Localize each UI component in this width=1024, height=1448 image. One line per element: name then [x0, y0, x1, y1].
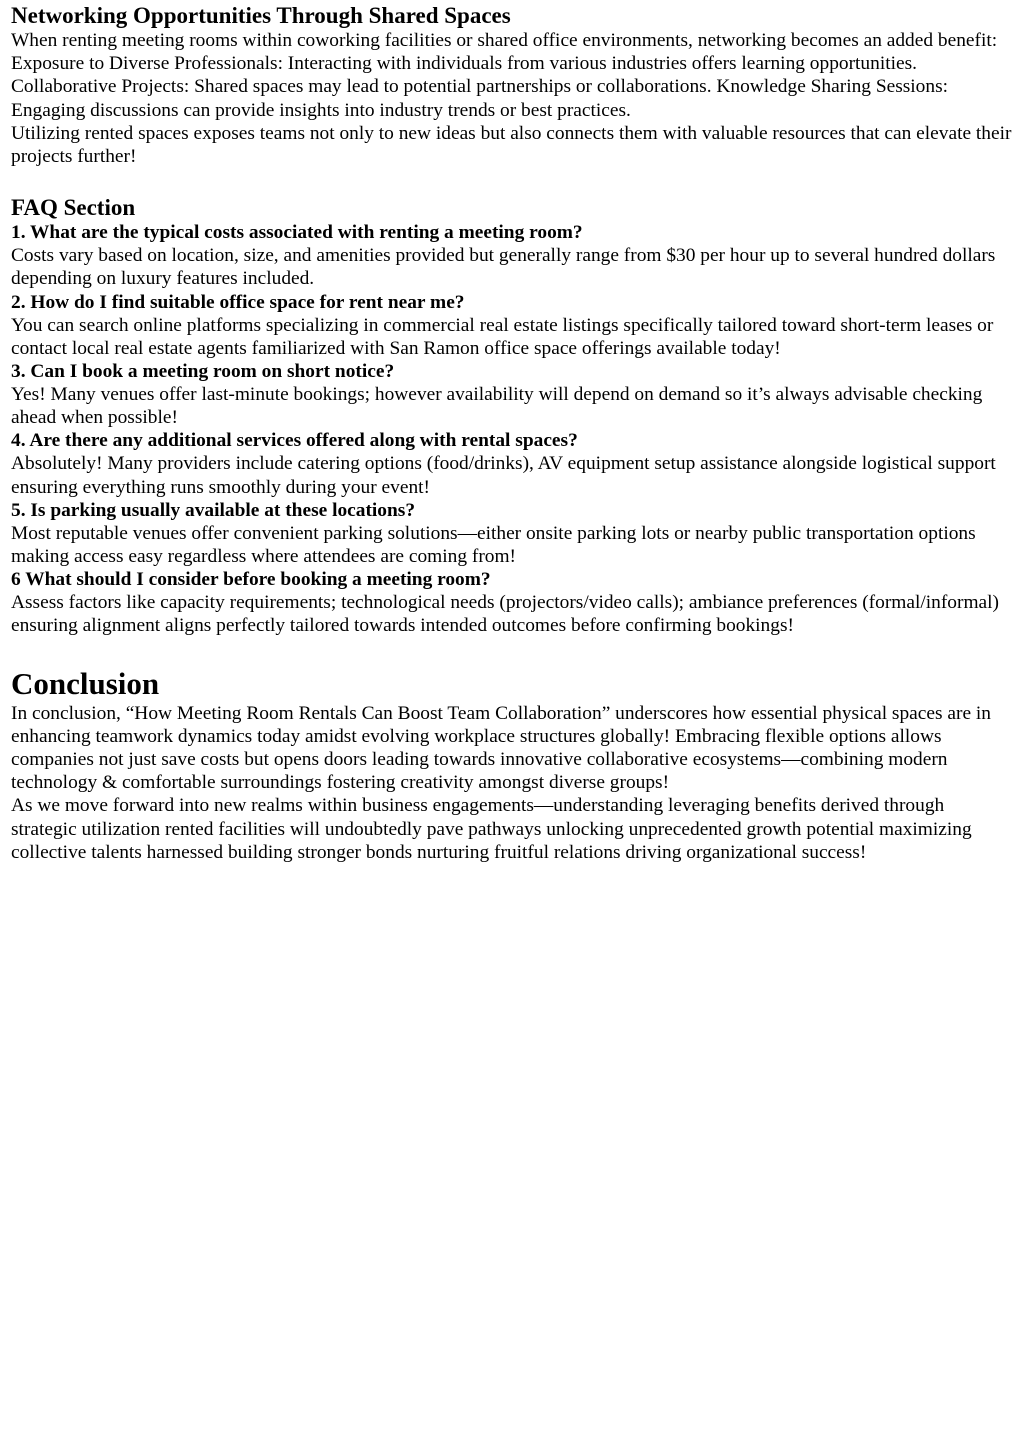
- faq-question-3: 3. Can I book a meeting room on short notice?: [11, 361, 395, 383]
- networking-heading: Networking Opportunities Through Shared Spaces: [11, 3, 511, 28]
- faq-heading: FAQ Section: [11, 195, 136, 221]
- conclusion-heading: Conclusion: [11, 665, 160, 701]
- faq-question-6: 6 What should I consider before booking a meeting room?: [11, 569, 491, 591]
- networking-closing-paragraph: Utilizing rented spaces exposes teams not only to new ideas but also connects them with valuable resources that can elevate their projects further!: [11, 122, 1012, 168]
- conclusion-paragraph-2: As we move forward into new realms within business engagements—understanding leveraging benefits derived through strategic utilization rented facilities will undoubtedly pave pathways unlocking unprecedented growth potential maximizing collective talents harnessed building stronger bonds nurturing fruitful relations driving organizational success!: [11, 795, 972, 863]
- networking-intro-paragraph: When renting meeting rooms within coworking facilities or shared office environments, networking becomes an added benefit:: [11, 30, 998, 51]
- faq-answer-1: Costs vary based on location, size, and amenities provided but generally range from $30 per hour up to several hundred dollars depending on luxury features included.: [11, 245, 996, 290]
- faq-question-5: 5. Is parking usually available at these locations?: [11, 499, 416, 521]
- faq-answer-2: You can search online platforms specializing in commercial real estate listings specifically tailored toward short-term leases or contact local real estate agents familiarized with San Ramon office space offerings available today!: [11, 314, 994, 359]
- faq-question-1: 1. What are the typical costs associated with renting a meeting room?: [11, 222, 583, 244]
- networking-benefits-paragraph: Exposure to Diverse Professionals: Interacting with individuals from various industries offers learning opportunities. Collaborative Projects: Shared spaces may lead to potential partnerships or collaborations. Knowledge Sharing Sessions: Engaging discussions can provide insights into industry trends or best practices.: [11, 53, 949, 121]
- faq-answer-3: Yes! Many venues offer last-minute bookings; however availability will depend on demand so it’s always advisable checking ahead when possible!: [11, 384, 983, 429]
- faq-answer-4: Absolutely! Many providers include catering options (food/drinks), AV equipment setup assistance alongside logistical support ensuring everything runs smoothly during your event!: [11, 453, 996, 498]
- faq-answer-6: Assess factors like capacity requirements; technological needs (projectors/video calls); ambiance preferences (formal/informal) ensuring alignment aligns perfectly tailored towards intended outcomes before confirming bookings!: [11, 592, 999, 637]
- article-page: [0, 2, 1024, 864]
- faq-answer-5: Most reputable venues offer convenient parking solutions—either onsite parking lots or nearby public transportation options making access easy regardless where attendees are coming from!: [11, 522, 976, 568]
- conclusion-paragraph-1: In conclusion, “How Meeting Room Rentals Can Boost Team Collaboration” underscores how essential physical spaces are in enhancing teamwork dynamics today amidst evolving workplace structures globally! Embracing flexible options allows companies not just save costs but opens doors leading towards innovative collaborative ecosystems—combining modern technology & comfortable surroundings fostering creativity amongst diverse groups!: [11, 702, 991, 794]
- faq-question-4: 4. Are there any additional services offered along with rental spaces?: [11, 430, 578, 452]
- faq-question-2: 2. How do I find suitable office space for rent near me?: [11, 291, 465, 313]
